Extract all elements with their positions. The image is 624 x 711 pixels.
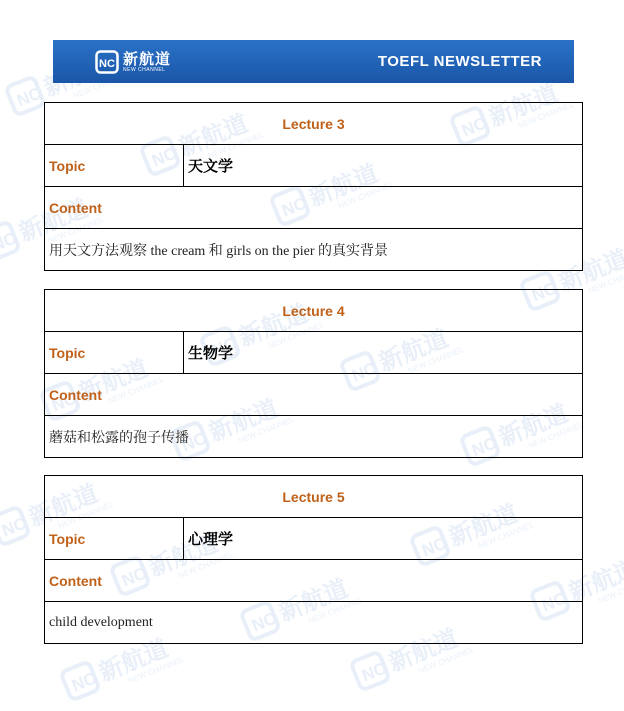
- topic-label: Topic: [45, 332, 184, 374]
- lecture-title: Lecture 4: [45, 290, 583, 332]
- svg-text:NC: NC: [99, 58, 115, 70]
- content-label: Content: [45, 374, 583, 416]
- content-text: 蘑菇和松露的孢子传播: [45, 416, 583, 458]
- lecture-table: [44, 102, 583, 271]
- content-label: Content: [45, 187, 583, 229]
- newsletter-title: TOEFL NEWSLETTER: [377, 53, 542, 70]
- topic-label: Topic: [45, 145, 184, 187]
- topic-label: Topic: [45, 518, 184, 560]
- topic-value: 心理学: [184, 518, 583, 560]
- lecture-title: Lecture 5: [45, 476, 583, 518]
- lecture-title: Lecture 3: [45, 103, 583, 145]
- logo-english-name: NEW CHANNEL: [123, 66, 166, 73]
- nc-logo-icon: [95, 50, 119, 74]
- topic-value: 天文学: [184, 145, 583, 187]
- brand-logo: [95, 48, 171, 76]
- content-text: 用天文方法观察 the cream 和 girls on the pier 的真实背景: [45, 229, 583, 271]
- topic-value: 生物学: [184, 332, 583, 374]
- lecture-table: [44, 475, 583, 644]
- content-label: Content: [45, 560, 583, 602]
- logo-chinese-name: 新航道: [123, 49, 172, 68]
- newsletter-header: [53, 40, 574, 83]
- content-text: child development: [45, 602, 583, 644]
- lecture-table: [44, 289, 583, 458]
